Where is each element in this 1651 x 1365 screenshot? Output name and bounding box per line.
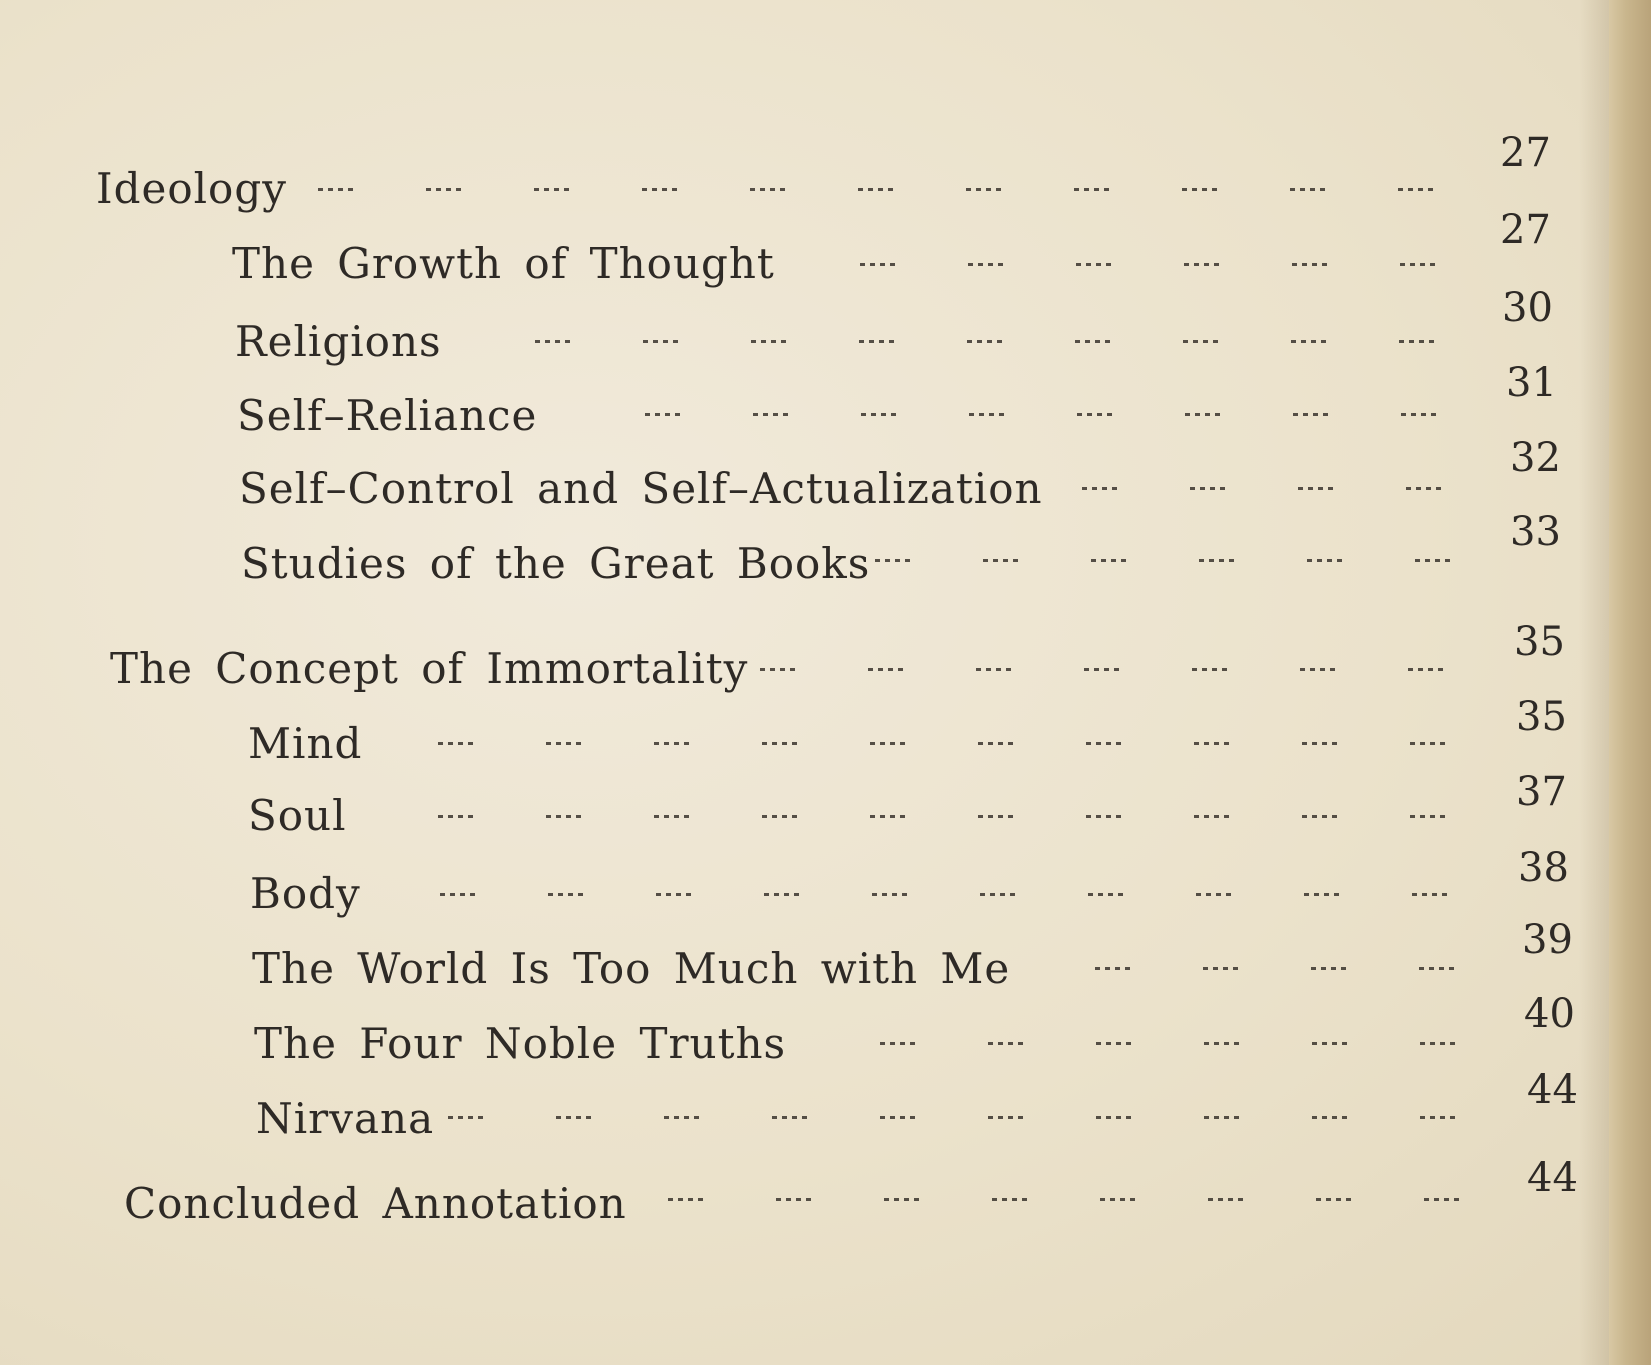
toc-entry-title: Studies of the Great Books <box>241 539 871 588</box>
toc-entry <box>248 705 363 768</box>
toc-leader-dots <box>1095 967 1468 970</box>
toc-entry-title: Self–Reliance <box>237 391 538 440</box>
toc-entry <box>237 377 538 440</box>
toc-page-number: 44 <box>1527 1155 1578 1201</box>
page-gutter-shadow <box>1579 0 1609 1365</box>
toc-leader-dots <box>880 1042 1470 1045</box>
toc-entry-title: Ideology <box>96 164 287 213</box>
toc-entry <box>239 450 1043 513</box>
toc-entry-title: The Growth of Thought <box>232 239 775 288</box>
toc-page-number: 38 <box>1518 845 1569 891</box>
page-edge <box>1609 0 1651 1365</box>
toc-entry <box>254 1005 787 1068</box>
toc-entry <box>235 303 442 366</box>
toc-entry <box>96 150 287 213</box>
toc-page-number: 40 <box>1524 991 1575 1037</box>
toc-entry <box>241 525 871 588</box>
toc-leader-dots <box>1082 487 1457 490</box>
toc-entry <box>250 855 361 918</box>
toc-leader-dots <box>438 815 1460 818</box>
toc-page-number: 35 <box>1514 619 1565 665</box>
toc-entry-title: Self–Control and Self–Actualization <box>239 464 1043 513</box>
toc-page-number: 31 <box>1506 360 1557 406</box>
toc-entry-title: The Four Noble Truths <box>254 1019 787 1068</box>
toc-entry <box>256 1080 435 1143</box>
toc-page-number: 30 <box>1502 285 1553 331</box>
toc-page-number: 32 <box>1510 435 1561 481</box>
toc-leader-dots <box>645 413 1457 416</box>
toc-leader-dots <box>860 263 1453 266</box>
toc-page-number: 35 <box>1516 694 1567 740</box>
toc-leader-dots <box>760 668 1460 671</box>
toc-page-number: 37 <box>1516 769 1567 815</box>
toc-entry-title: Mind <box>248 719 363 768</box>
toc-entry <box>248 777 347 840</box>
toc-leader-dots <box>318 188 1453 191</box>
toc-entry-title: Concluded Annotation <box>124 1179 627 1228</box>
toc-leader-dots <box>535 340 1453 343</box>
toc-entry-title: The Concept of Immortality <box>110 644 749 693</box>
toc-leader-dots <box>668 1198 1473 1201</box>
toc-entry <box>252 930 1011 993</box>
toc-leader-dots <box>440 893 1465 896</box>
toc-leader-dots <box>448 1116 1473 1119</box>
toc-entry-title: Religions <box>235 317 442 366</box>
toc-entry <box>110 630 749 693</box>
toc-entry <box>232 225 775 288</box>
toc-page-number: 27 <box>1500 130 1551 176</box>
toc-leader-dots <box>875 559 1457 562</box>
toc-page-number: 44 <box>1527 1067 1578 1113</box>
toc-page-number: 39 <box>1522 917 1573 963</box>
toc-leader-dots <box>438 742 1460 745</box>
toc-entry-title: Nirvana <box>256 1094 435 1143</box>
toc-page-number: 33 <box>1510 509 1561 555</box>
toc-entry-title: Body <box>250 869 361 918</box>
toc-entry-title: The World Is Too Much with Me <box>252 944 1011 993</box>
toc-entry-title: Soul <box>248 791 347 840</box>
toc-entry <box>124 1165 627 1228</box>
toc-page-number: 27 <box>1500 207 1551 253</box>
